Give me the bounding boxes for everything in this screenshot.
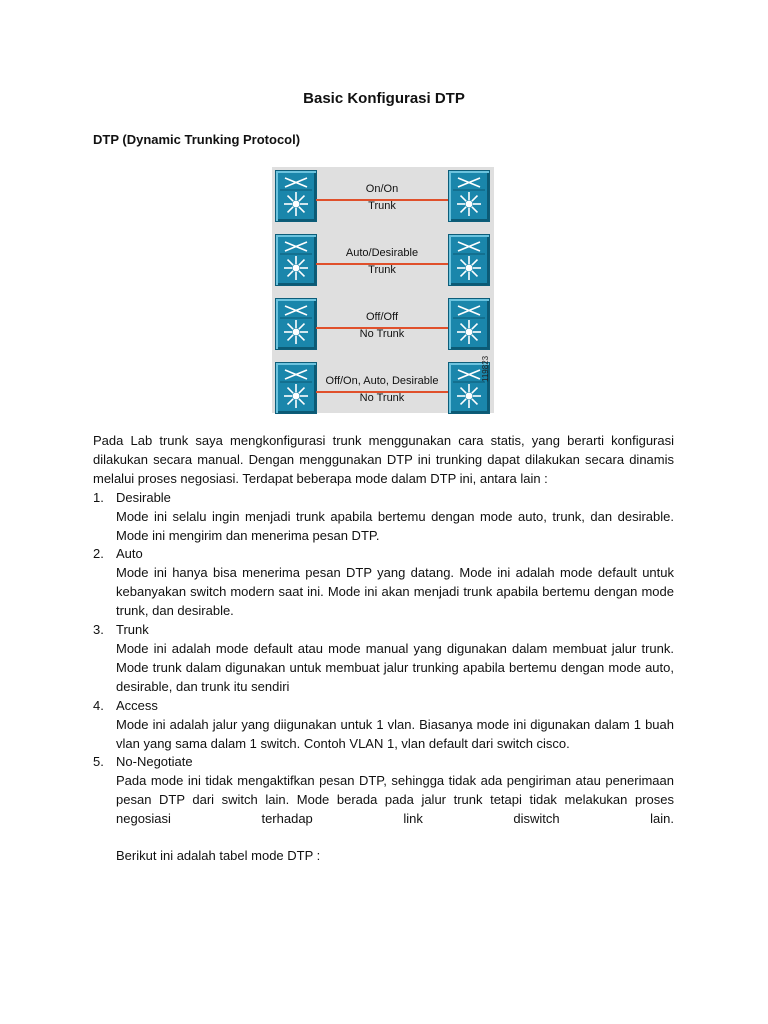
mode-name: Access xyxy=(116,697,158,713)
mode-description: Pada mode ini tidak mengaktifkan pesan DTP, sehingga tidak ada pengiriman atau penerimaan pesan DTP dari switch lain. Mode berada pada jalur trunk tetapi tidak melakukan proses negosiasi terhadap link diswitch lain. xyxy=(116,773,674,827)
figure-id: 119823 xyxy=(481,355,490,382)
mode-name: Trunk xyxy=(116,622,149,638)
link-label-result: No Trunk xyxy=(359,328,405,340)
intro-paragraph: Pada Lab trunk saya mengkonfigurasi trunk menggunakan cara statis, yang berarti konfigurasi dilakukan secara manual. Dengan menggunakan DTP ini trunking dapat dilakukan secara dinamis melalui proses negosiasi. Terdapat beberapa mode dalam DTP ini, antara lain : xyxy=(93,433,674,486)
link-label-result: No Trunk xyxy=(359,392,405,404)
diagram-row xyxy=(272,167,494,223)
list-item xyxy=(93,489,674,546)
mode-description: Mode ini hanya bisa menerima pesan DTP yang datang. Mode ini adalah mode default untuk kebanyakan switch modern saat ini. Mode ini akan menjadi trunk apabila bertemu dengan mode trunk, dan desirable. xyxy=(116,565,674,619)
link-label-mode: Off/Off xyxy=(366,311,398,323)
diagram-row xyxy=(272,231,494,287)
list-item xyxy=(93,697,674,754)
link-label-mode: Auto/Desirable xyxy=(345,247,419,259)
diagram-row xyxy=(272,359,494,415)
mode-description: Mode ini adalah jalur yang diigunakan untuk 1 vlan. Biasanya mode ini digunakan dalam 1 buah vlan yang sama dalam 1 switch. Contoh VLAN 1, vlan default dari switch cisco. xyxy=(116,716,674,751)
mode-description: Mode ini adalah mode default atau mode manual yang digunakan dalam membuat jalur trunk. Mode trunk dalam digunakan untuk membuat jalur trunking apabila bertemu dengan mode auto, desirable, dan trunk itu sendiri xyxy=(116,640,674,694)
list-number: 1. xyxy=(93,489,104,505)
link-label-mode: On/On xyxy=(365,183,399,195)
list-number: 2. xyxy=(93,546,104,562)
document-title: Basic Konfigurasi DTP xyxy=(303,90,465,107)
list-item xyxy=(93,621,674,697)
multilayer-switch-icon xyxy=(275,170,317,222)
link-label-result: Trunk xyxy=(368,200,396,212)
list-number: 4. xyxy=(93,697,104,713)
section-heading: DTP (Dynamic Trunking Protocol) xyxy=(93,132,301,147)
multilayer-switch-icon xyxy=(448,234,490,286)
closing-text: Berikut ini adalah tabel mode DTP : xyxy=(116,848,321,864)
multilayer-switch-icon xyxy=(448,298,490,350)
mode-name: Auto xyxy=(116,546,143,562)
link-label-mode: Off/On, Auto, Desirable xyxy=(325,375,439,387)
mode-name: No-Negotiate xyxy=(116,754,193,770)
diagram-row xyxy=(272,295,494,351)
multilayer-switch-icon xyxy=(275,362,317,414)
link-label-result: Trunk xyxy=(368,264,396,276)
multilayer-switch-icon xyxy=(448,170,490,222)
list-number: 5. xyxy=(93,754,104,770)
mode-description: Mode ini selalu ingin menjadi trunk apabila bertemu dengan mode auto, trunk, dan desirable. Mode ini mengirim dan menerima pesan DTP. xyxy=(116,508,674,543)
list-item xyxy=(93,753,674,829)
dtp-mode-diagram xyxy=(272,167,494,413)
document-body xyxy=(93,432,674,866)
list-item xyxy=(93,545,674,621)
mode-name: Desirable xyxy=(116,489,171,505)
multilayer-switch-icon xyxy=(275,298,317,350)
multilayer-switch-icon xyxy=(275,234,317,286)
list-number: 3. xyxy=(93,622,104,638)
